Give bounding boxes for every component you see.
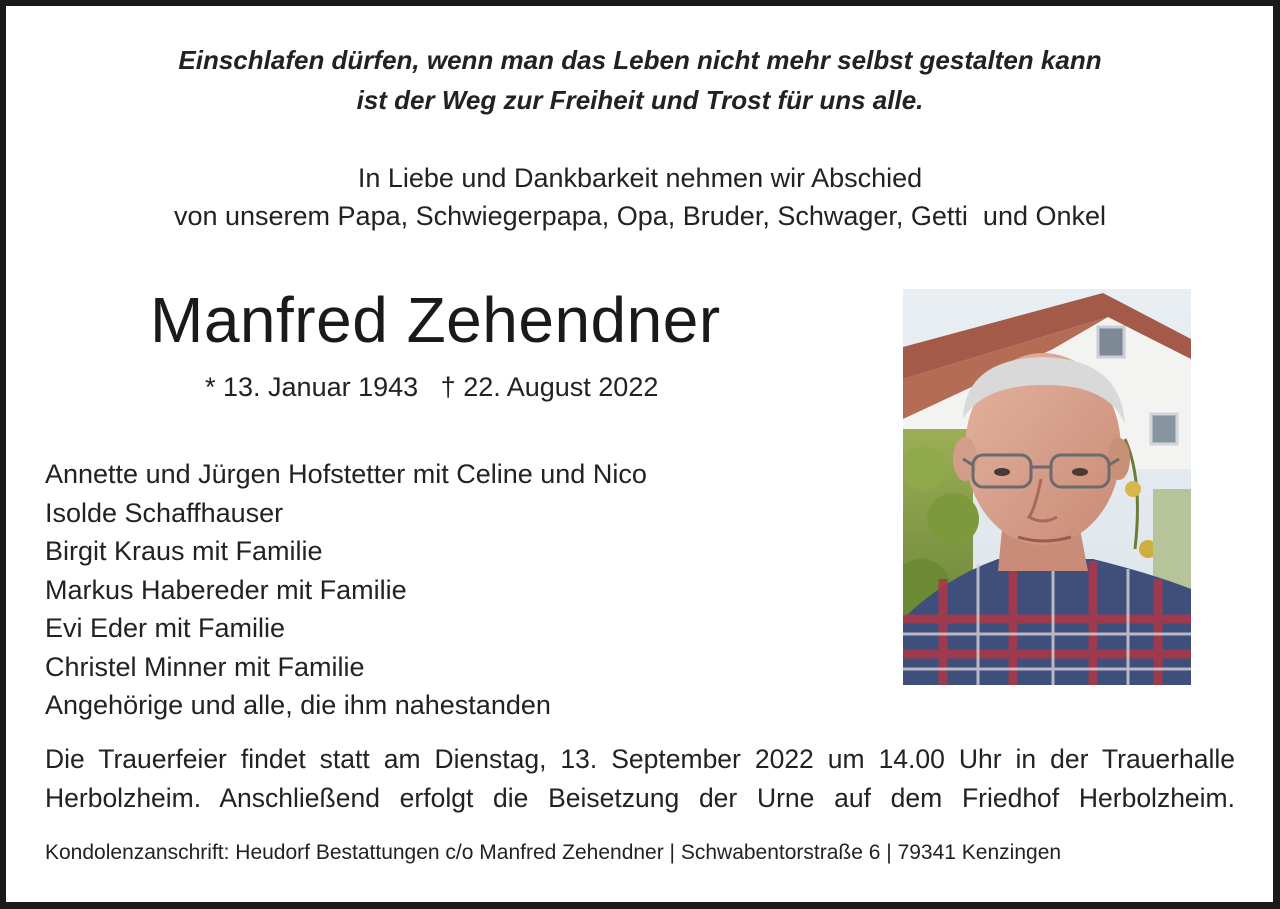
mourner-entry: Evi Eder mit Familie bbox=[45, 613, 286, 643]
mourner-entry: Isolde Schaffhauser bbox=[45, 497, 284, 528]
intro-line-2: von unserem Papa, Schwiegerpapa, Opa, Bruder, Schwager, Getti und Onkel bbox=[173, 201, 1107, 231]
funeral-line-1: Die Trauerfeier findet statt am Dienstag, 13. September 2022 um 14.00 Uhr in der Trauerhalle bbox=[45, 744, 1235, 774]
funeral-line-2: Herbolzheim. Anschließend erfolgt die Beisetzung der Urne auf dem Friedhof Herbolzheim. bbox=[45, 783, 1235, 813]
motto-line-1: Einschlafen dürfen, wenn man das Leben nicht mehr selbst gestalten kann bbox=[178, 45, 1102, 75]
motto-line-2: ist der Weg zur Freiheit und Trost für uns alle. bbox=[356, 85, 924, 115]
funeral-info bbox=[45, 740, 1235, 818]
intro-line-1: In Liebe und Dankbarkeit nehmen wir Abschied bbox=[357, 163, 923, 193]
mourner-entry: Birgit Kraus mit Familie bbox=[45, 536, 323, 566]
condolence-address: Kondolenzanschrift: Heudorf Bestattungen c/o Manfred Zehendner | Schwabentorstraße 6 | 79341 Kenzingen bbox=[45, 841, 1062, 864]
mourner-entry: Markus Habereder mit Familie bbox=[45, 574, 407, 605]
portrait-photo bbox=[903, 289, 1191, 685]
intro-text bbox=[0, 159, 1280, 235]
motto bbox=[0, 40, 1280, 120]
mourner-entry: Christel Minner mit Familie bbox=[45, 651, 365, 682]
mourner-entry: Annette und Jürgen Hofstetter mit Celine und Nico bbox=[45, 459, 647, 489]
deceased-name: Manfred Zehendner bbox=[150, 284, 721, 356]
life-dates: * 13. Januar 1943 † 22. August 2022 bbox=[205, 372, 659, 402]
mourner-entry: Angehörige und alle, die ihm nahestanden bbox=[45, 690, 551, 720]
mourners-list bbox=[45, 455, 647, 725]
